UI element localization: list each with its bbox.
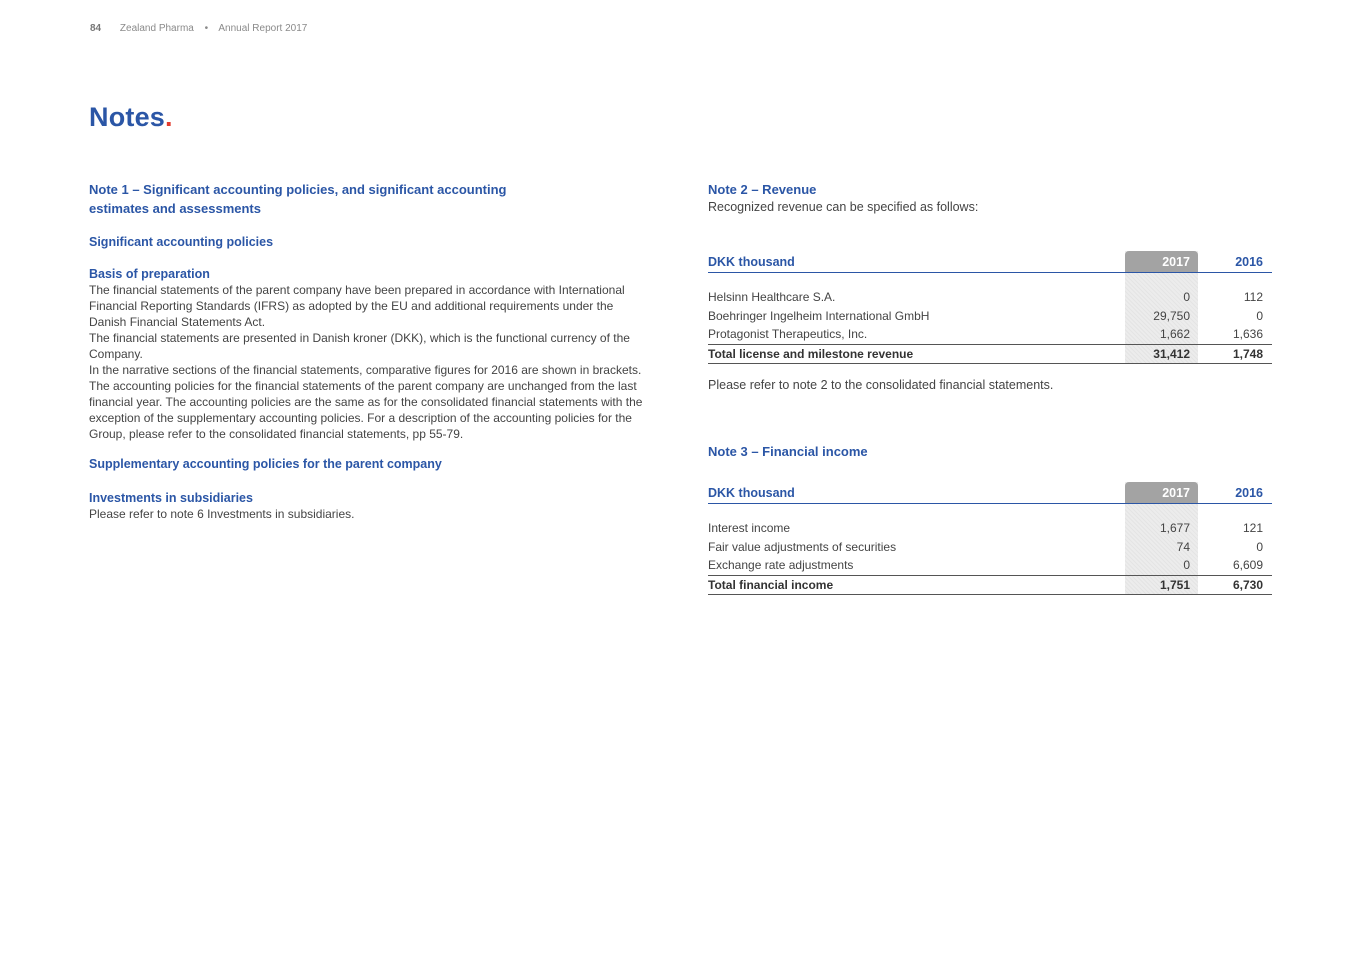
- value-2016: 0: [1256, 308, 1263, 323]
- revenue-table: [708, 251, 1272, 364]
- total-label: Total financial income: [708, 577, 834, 592]
- table-row: [708, 325, 1272, 344]
- note-1-section: [89, 180, 651, 522]
- significant-policies-heading: Significant accounting policies: [89, 235, 274, 249]
- total-2017: 1,751: [1159, 577, 1190, 592]
- column-2017-header: 2017: [1162, 254, 1190, 269]
- financial-income-table: [708, 482, 1272, 595]
- value-2016: 121: [1242, 521, 1263, 536]
- header-separator: •: [204, 23, 209, 34]
- value-2016: 1,636: [1232, 327, 1263, 342]
- table-total-row: [708, 344, 1272, 364]
- page-title-text: Notes: [89, 102, 166, 132]
- narrative-text: In the narrative sections of the financial statements, comparative figures for 2016 are shown in brackets.: [89, 363, 642, 377]
- value-2017: 0: [1183, 290, 1190, 305]
- page-number: 84: [90, 23, 102, 34]
- table-total-row: [708, 575, 1272, 595]
- company-name: Zealand Pharma: [119, 23, 194, 34]
- unit-label: DKK thousand: [708, 254, 795, 269]
- note-2-intro: Recognized revenue can be specified as follows:: [708, 200, 979, 214]
- table-row: [708, 556, 1272, 575]
- note-2-section: [708, 180, 1272, 215]
- total-2016: 1,748: [1232, 346, 1263, 361]
- page-title-dot: .: [165, 102, 173, 132]
- currency-text: The financial statements are presented in Danish kroner (DKK), which is the functional currency of the Company.: [89, 331, 630, 361]
- total-2017: 31,412: [1153, 346, 1190, 361]
- note-2-footnote: Please refer to note 2 to the consolidated financial statements.: [708, 378, 1054, 392]
- table-row: [708, 288, 1272, 307]
- row-label: Exchange rate adjustments: [708, 558, 854, 573]
- report-name: Annual Report 2017: [218, 23, 308, 34]
- page-title: [89, 102, 173, 133]
- value-2017: 74: [1176, 539, 1190, 554]
- running-header: [90, 23, 307, 34]
- investments-text: Please refer to note 6 Investments in subsidiaries.: [89, 507, 355, 521]
- basis-of-preparation-heading: Basis of preparation: [89, 267, 210, 281]
- row-label: Helsinn Healthcare S.A.: [708, 290, 836, 305]
- value-2017: 0: [1183, 558, 1190, 573]
- row-label: Boehringer Ingelheim International GmbH: [708, 308, 930, 323]
- column-2016-header: 2016: [1235, 485, 1263, 500]
- column-2016-header: 2016: [1235, 254, 1263, 269]
- basis-of-preparation-text: The financial statements of the parent company have been prepared in accordance with International Financial Reporting Standards (IFRS) as adopted by the EU and additional requirements under the Danish Financial Statements Act.: [89, 283, 625, 329]
- column-2017-header: 2017: [1162, 485, 1190, 500]
- row-label: Fair value adjustments of securities: [708, 539, 897, 554]
- note-1-heading-line1: Note 1 – Significant accounting policies, and significant accounting: [89, 182, 507, 197]
- value-2017: 1,677: [1159, 521, 1190, 536]
- total-label: Total license and milestone revenue: [708, 346, 914, 361]
- value-2017: 29,750: [1153, 308, 1190, 323]
- total-2016: 6,730: [1232, 577, 1263, 592]
- table-header-row: [708, 482, 1272, 504]
- table-row: [708, 519, 1272, 538]
- unit-label: DKK thousand: [708, 485, 795, 500]
- table-row: [708, 538, 1272, 557]
- note-2-heading: Note 2 – Revenue: [708, 182, 817, 197]
- note-1-heading: [89, 180, 651, 218]
- value-2017: 1,662: [1159, 327, 1190, 342]
- accounting-policies-text: The accounting policies for the financial statements of the parent company are unchanged from the last financial year. The accounting policies are the same as for the consolidated financial statements with the exception of the supplementary accounting policies. For a description of the accounting policies for the Group, please refer to the consolidated financial statements, pp 55-79.: [89, 379, 643, 441]
- value-2016: 112: [1243, 290, 1263, 305]
- table-row: [708, 307, 1272, 326]
- row-label: Protagonist Therapeutics, Inc.: [708, 327, 868, 342]
- note-1-heading-line2: estimates and assessments: [89, 201, 261, 216]
- supplementary-policies-heading: Supplementary accounting policies for the parent company: [89, 457, 442, 471]
- investments-heading: Investments in subsidiaries: [89, 491, 253, 505]
- value-2016: 6,609: [1232, 558, 1263, 573]
- table-header-row: [708, 251, 1272, 273]
- note-3-heading: Note 3 – Financial income: [708, 444, 868, 459]
- row-label: Interest income: [708, 521, 791, 536]
- value-2016: 0: [1256, 539, 1263, 554]
